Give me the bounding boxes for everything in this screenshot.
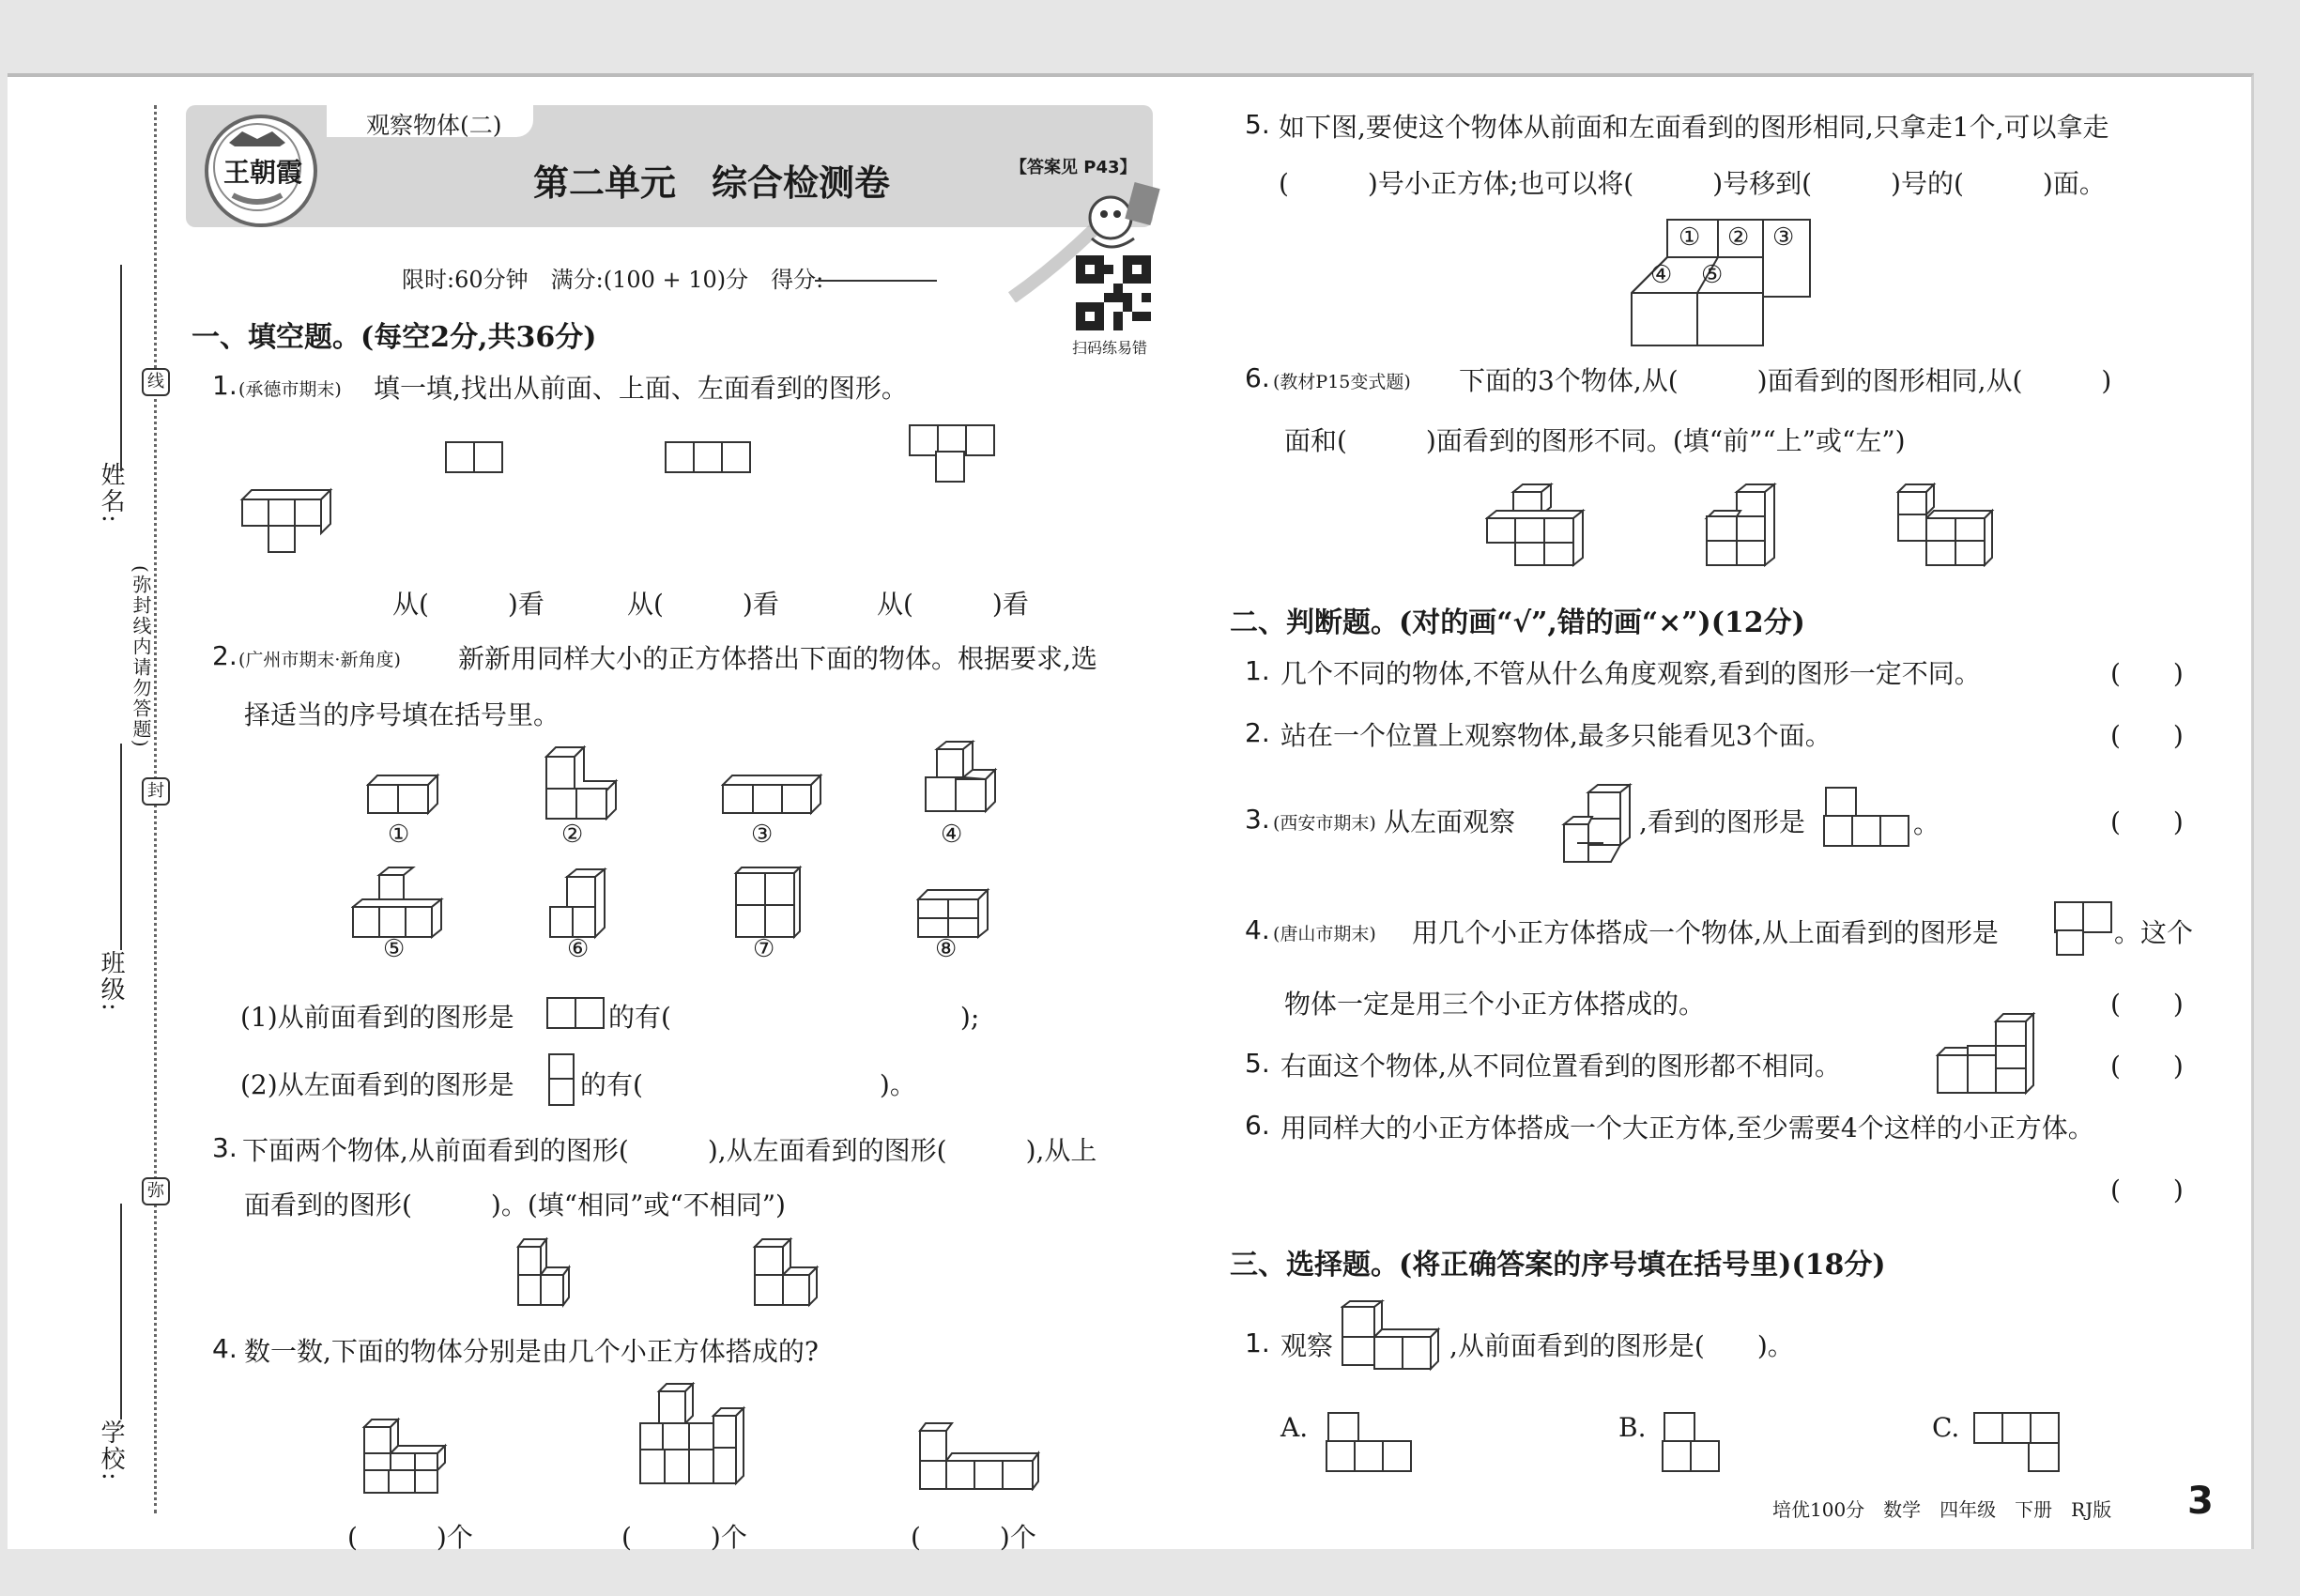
- q4-blank-3[interactable]: ( )个: [911, 1522, 1036, 1553]
- q1-front-view: [447, 441, 503, 473]
- q2-text-line2: 择适当的序号填在括号里。: [244, 699, 560, 730]
- q6-text-line2[interactable]: 面和( )面看到的图形不同。(填“前”“上”或“左”): [1284, 425, 1906, 456]
- q2-sub1-blank[interactable]: 的有( );: [608, 1002, 980, 1033]
- school-label: 学校:: [97, 1420, 125, 1482]
- q1-cube-object: [238, 481, 342, 560]
- sub-title: 观察物体(二): [366, 112, 502, 139]
- q2-label-6: ⑥: [567, 935, 590, 963]
- q2-shape-5: [351, 866, 445, 944]
- class-label: 班级:: [97, 950, 125, 1013]
- main-title: 第二单元 综合检测卷: [533, 162, 891, 204]
- s2-item3-paren[interactable]: ( ): [2110, 806, 2184, 837]
- s2-item5-object: [1936, 1012, 2039, 1100]
- class-write-line: [120, 744, 122, 950]
- s2-item3-number: 3.: [1245, 804, 1270, 835]
- seal-mi-mark: 弥: [142, 1177, 170, 1205]
- s3-q1-text-b[interactable]: ,从前面看到的图形是( )。: [1449, 1330, 1794, 1361]
- s2-item3-source: (西安市期末): [1273, 813, 1376, 834]
- q2-sub2-text: (2)从左面看到的图形是: [240, 1069, 514, 1100]
- q2-sub1-figure: [548, 997, 605, 1029]
- q1-top-view: [667, 441, 751, 473]
- q5-label-2: ②: [1727, 223, 1750, 252]
- q1-source: (承德市期末): [238, 379, 342, 400]
- q4-blank-2[interactable]: ( )个: [621, 1522, 747, 1553]
- q2-shape-2: [544, 745, 620, 824]
- s2-item6-number: 6.: [1245, 1110, 1270, 1141]
- name-write-line: [120, 265, 122, 471]
- q1-number: 1.: [212, 370, 238, 401]
- q3-number: 3.: [212, 1132, 238, 1163]
- s2-item2-paren[interactable]: ( ): [2110, 720, 2184, 751]
- q3-object-1: [514, 1237, 590, 1312]
- exam-info: 限时:60分钟 满分:(100 + 10)分 得分:: [402, 267, 824, 293]
- q5-number: 5.: [1245, 109, 1270, 140]
- section3-title: 三、选择题。(将正确答案的序号填在括号里)(18分): [1230, 1249, 1886, 1281]
- q4-number: 4.: [212, 1333, 238, 1364]
- q5-text-line1: 如下图,要使这个物体从前面和左面看到的图形相同,只拿走1个,可以拿走: [1279, 112, 2109, 143]
- s2-item6-paren[interactable]: ( ): [2110, 1174, 2184, 1205]
- q6-text-line1[interactable]: 下面的3个物体,从( )面看到的图形相同,从( ): [1459, 365, 2112, 396]
- q1-blank-1[interactable]: 从( )看: [392, 589, 544, 620]
- s2-item3-object: [1560, 783, 1635, 871]
- q2-shape-7: [732, 866, 807, 944]
- q6-source: (教材P15变式题): [1273, 372, 1411, 392]
- q5-cube-figure: [1622, 218, 1829, 353]
- section2-title: 二、判断题。(对的画“√”,错的画“×”)(12分): [1230, 606, 1805, 639]
- q5-label-4: ④: [1650, 261, 1673, 289]
- q2-label-4: ④: [941, 821, 963, 849]
- s3-q1-object: [1341, 1299, 1444, 1378]
- s2-item3-text-b: ,看到的图形是: [1639, 806, 1805, 837]
- q2-shape-3: [721, 772, 824, 822]
- q3-text-line1[interactable]: 下面两个物体,从前面看到的图形( ),从左面看到的图形( ),从上: [242, 1135, 1097, 1166]
- s2-item2-text: 站在一个位置上观察物体,最多只能看见3个面。: [1280, 720, 1832, 751]
- q2-label-3: ③: [751, 821, 774, 849]
- page-number: 3: [2187, 1480, 2214, 1523]
- q2-text-line1: 新新用同样大小的正方体搭出下面的物体。根据要求,选: [458, 643, 1097, 674]
- q1-blank-2[interactable]: 从( )看: [627, 589, 779, 620]
- q6-number: 6.: [1245, 362, 1270, 393]
- q1-text: 填一填,找出从前面、上面、左面看到的图形。: [374, 373, 908, 404]
- qr-caption: 扫码练易错: [1072, 339, 1148, 357]
- score-write-line: [815, 280, 937, 282]
- s2-item4-paren[interactable]: ( ): [2110, 989, 2184, 1020]
- q4-object-2: [633, 1382, 755, 1498]
- s2-item1-paren[interactable]: ( ): [2110, 658, 2184, 689]
- q2-sub1-text: (1)从前面看到的图形是: [240, 1002, 514, 1033]
- q2-label-5: ⑤: [383, 935, 406, 963]
- q2-label-7: ⑦: [753, 935, 775, 963]
- q2-label-8: ⑧: [935, 935, 958, 963]
- s2-item4-text-line2: 物体一定是用三个小正方体搭成的。: [1284, 989, 1706, 1020]
- q1-blank-3[interactable]: 从( )看: [877, 589, 1029, 620]
- q4-object-1: [359, 1418, 452, 1498]
- brand-logo: [205, 115, 317, 227]
- s2-item4-text: 用几个小正方体搭成一个物体,从上面看到的图形是: [1412, 917, 1999, 948]
- name-label: 姓名:: [97, 462, 125, 525]
- s2-item3-text-c: 。: [1913, 808, 1940, 839]
- s2-item4-number: 4.: [1245, 914, 1270, 945]
- s3-option-b-label[interactable]: B.: [1618, 1412, 1647, 1443]
- brand-name: 王朝霞: [222, 157, 302, 188]
- q5-label-1: ①: [1679, 223, 1701, 252]
- q2-shape-4: [924, 740, 999, 824]
- answer-reference: 【答案见 P43】: [1010, 158, 1137, 177]
- s3-q1-number: 1.: [1245, 1327, 1270, 1358]
- q5-text-line2[interactable]: ( )号小正方体;也可以将( )号移到( )号的( )面。: [1279, 168, 2106, 199]
- s2-item3-text: 从左面观察: [1384, 806, 1516, 837]
- q3-text-line2[interactable]: 面看到的图形( )。(填“相同”或“不相同”): [244, 1189, 786, 1220]
- s2-item5-number: 5.: [1245, 1048, 1270, 1079]
- s3-option-a-label[interactable]: A.: [1280, 1412, 1309, 1443]
- q2-sub2-blank[interactable]: 的有( )。: [580, 1069, 916, 1100]
- q2-shape-6: [548, 867, 623, 944]
- q6-object-3: [1894, 483, 1998, 571]
- q6-object-2: [1703, 483, 1787, 571]
- seal-line-mark: 线: [142, 368, 170, 396]
- q4-object-3: [914, 1421, 1046, 1495]
- s3-option-c-label[interactable]: C.: [1932, 1412, 1960, 1443]
- q2-label-1: ①: [388, 821, 410, 849]
- exam-page: [8, 73, 2254, 1553]
- s2-item1-text: 几个不同的物体,不管从什么角度观察,看到的图形一定不同。: [1280, 658, 1981, 689]
- q5-label-5: ⑤: [1701, 261, 1724, 289]
- s2-item1-number: 1.: [1245, 655, 1270, 686]
- q2-source: (广州市期末·新角度): [238, 650, 401, 670]
- q2-label-2: ②: [561, 821, 584, 849]
- seal-seal-mark: 封: [142, 777, 170, 806]
- q3-object-2: [749, 1237, 824, 1312]
- q4-text: 数一数,下面的物体分别是由几个小正方体搭成的?: [244, 1336, 819, 1367]
- footer-info: 培优100分 数学 四年级 下册 RJ版: [1772, 1498, 2112, 1521]
- s2-item5-paren[interactable]: ( ): [2110, 1051, 2184, 1082]
- binding-dotted-line: [154, 105, 157, 1513]
- q2-number: 2.: [212, 640, 238, 671]
- q6-object-1: [1485, 483, 1588, 571]
- s2-item2-number: 2.: [1245, 717, 1270, 748]
- section1-title: 一、填空题。(每空2分,共36分): [192, 321, 597, 354]
- s2-item5-text: 右面这个物体,从不同位置看到的图形都不相同。: [1280, 1051, 1841, 1082]
- s2-item6-text: 用同样大的小正方体搭成一个大正方体,至少需要4个这样的小正方体。: [1280, 1113, 2094, 1143]
- binding-notice: (弥封线内请勿答题): [130, 565, 152, 749]
- q4-blank-1[interactable]: ( )个: [347, 1522, 473, 1553]
- q5-label-3: ③: [1772, 223, 1795, 252]
- qr-code[interactable]: [1076, 255, 1151, 330]
- s2-item4-source: (唐山市期末): [1273, 924, 1376, 944]
- s3-q1-text-a: 观察: [1280, 1330, 1334, 1361]
- school-write-line: [120, 1204, 122, 1420]
- s2-item4-text-b: 。这个: [2114, 917, 2194, 948]
- q2-shape-1: [366, 772, 441, 822]
